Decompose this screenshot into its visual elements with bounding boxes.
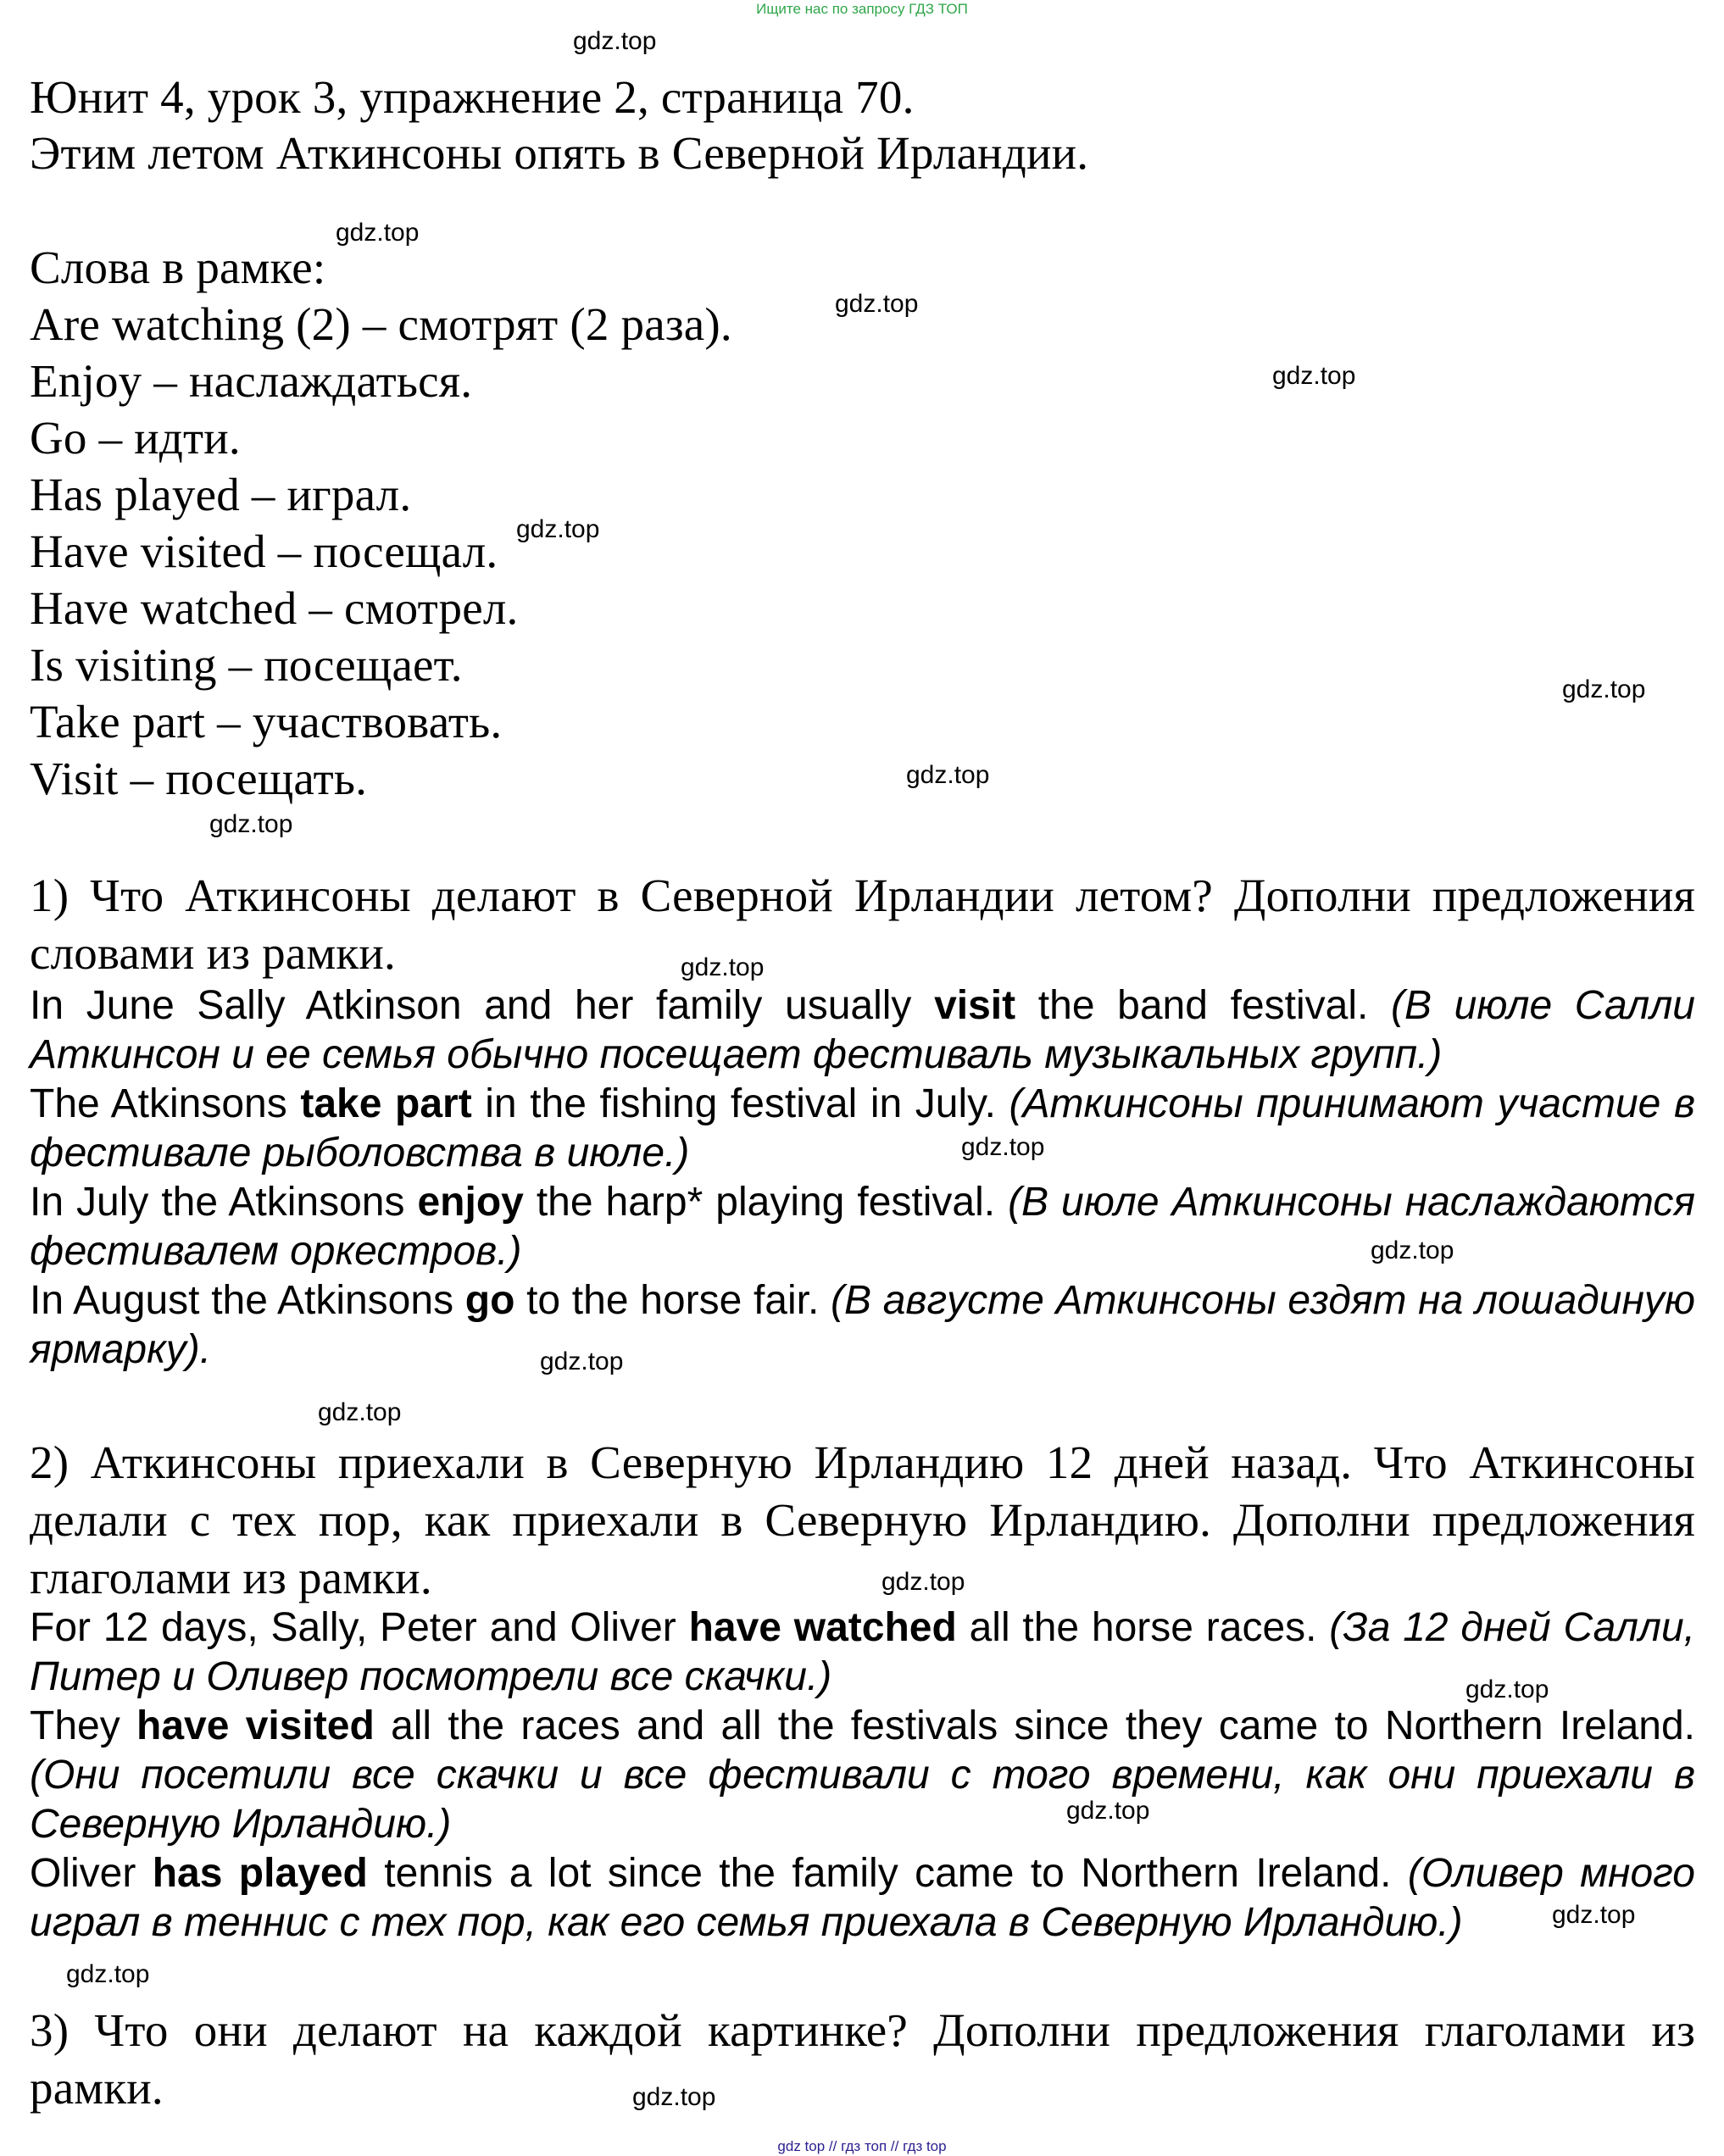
task1-sentence (30, 1276, 1695, 1375)
watermark: gdz.top (66, 1960, 150, 1988)
sentence-text: Oliver (30, 1851, 153, 1896)
watermark: gdz.top (1066, 1797, 1150, 1825)
sentence-text: the harp* playing festival. (523, 1180, 1009, 1225)
watermark: gdz.top (573, 27, 657, 55)
watermark: gdz.top (961, 1133, 1045, 1161)
translation: (В августе Аткинсоны ездят на лошадиную ярмарку). (30, 1278, 1696, 1372)
task1-sentence (30, 981, 1695, 1080)
sentence-text: all the races and all the festivals since they came to Northern Ireland. (374, 1703, 1695, 1748)
translation: (В июле Салли Аткинсон и ее семья обычно посещает фестиваль музыкальных групп.) (30, 983, 1695, 1077)
watermark: gdz.top (1371, 1236, 1454, 1264)
sentence-text: all the horse races. (956, 1605, 1330, 1650)
word-box-heading: Слова в рамке: (30, 242, 326, 293)
watermark: gdz.top (1562, 675, 1646, 703)
translation: (Оливер много играл в теннис с тех пор, как его семья приехала в Северную Ирландию.) (30, 1851, 1695, 1945)
word-box-item: Have visited – посещал. (30, 525, 498, 577)
translation: (Они посетили все скачки и все фестивали с того времени, как они приехали в Северную Ирландию.) (30, 1753, 1695, 1847)
answer-word: visit (934, 983, 1016, 1028)
sentence-text: In July the Atkinsons (30, 1180, 418, 1225)
word-box-item: Are watching (2) – смотрят (2 раза). (30, 298, 732, 350)
answer-word: have visited (136, 1703, 375, 1748)
sentence-text: They (30, 1703, 137, 1748)
watermark: gdz.top (336, 219, 420, 247)
watermark: gdz.top (1272, 362, 1356, 390)
watermark: gdz.top (906, 761, 990, 789)
sentence-text: in the fishing festival in July. (471, 1081, 1009, 1126)
answer-word: go (464, 1278, 515, 1323)
sentence-text: to the horse fair. (514, 1278, 831, 1323)
word-box-item: Is visiting – посещает. (30, 639, 463, 691)
word-box-item: Visit – посещать. (30, 753, 368, 804)
watermark: gdz.top (632, 2083, 716, 2111)
top-banner[interactable]: Ищите нас по запросу ГДЗ ТОП (756, 1, 968, 17)
answer-word: enjoy (417, 1180, 524, 1225)
sentence-text: In August the Atkinsons (30, 1278, 465, 1323)
page-title: Юнит 4, урок 3, упражнение 2, страница 70. (30, 71, 915, 123)
page-subtitle: Этим летом Аткинсоны опять в Северной Ирландии. (30, 127, 1089, 179)
answer-word: have watched (688, 1605, 957, 1650)
translation: (За 12 дней Салли, Питер и Оливер посмотрели все скачки.) (30, 1605, 1696, 1699)
watermark: gdz.top (540, 1348, 624, 1375)
translation: (Аткинсоны принимают участие в фестивале рыболовства в июле.) (30, 1081, 1696, 1175)
watermark: gdz.top (681, 953, 765, 981)
task3-question: 3) Что они делают на каждой картинке? Дополни предложения глаголами из рамки. (30, 2004, 1695, 2114)
sentence-text: the band festival. (1015, 983, 1391, 1028)
watermark: gdz.top (516, 515, 600, 543)
watermark: gdz.top (209, 810, 293, 838)
task1-sentence (30, 1178, 1695, 1276)
answer-word: take part (300, 1081, 472, 1126)
task2-question: 2) Аткинсоны приехали в Северную Ирландию 12 дней назад. Что Аткинсоны делали с тех пор, как приехали в Северную Ирландию. Дополни предложения глаголами из рамки. (30, 1436, 1695, 1603)
watermark: gdz.top (1465, 1675, 1549, 1703)
translation: (В июле Аткинсоны наслаждаются фестивалем оркестров.) (30, 1180, 1695, 1274)
answer-word: has played (152, 1851, 368, 1896)
task1-sentence (30, 1080, 1695, 1178)
word-box-item: Take part – участвовать. (30, 696, 503, 747)
watermark: gdz.top (881, 1568, 965, 1596)
sentence-text: For 12 days, Sally, Peter and Oliver (30, 1605, 689, 1650)
task2-sentence (30, 1849, 1695, 1948)
word-box-item: Has played – играл. (30, 469, 412, 520)
word-box-item: Have watched – смотрел. (30, 582, 519, 634)
sentence-text: tennis a lot since the family came to Northern Ireland. (367, 1851, 1408, 1896)
sentence-text: In June Sally Atkinson and her family usually (30, 983, 935, 1028)
task2-sentence (30, 1702, 1695, 1849)
watermark: gdz.top (1552, 1901, 1636, 1929)
watermark: gdz.top (835, 290, 919, 318)
task1-question: 1) Что Аткинсоны делают в Северной Ирландии летом? Дополни предложения словами из рамки. (30, 870, 1695, 979)
task2-sentence (30, 1603, 1695, 1702)
watermark: gdz.top (318, 1398, 402, 1426)
sentence-text: The Atkinsons (30, 1081, 301, 1126)
word-box-item: Go – идти. (30, 412, 241, 464)
word-box-item: Enjoy – наслаждаться. (30, 355, 473, 407)
bottom-banner[interactable]: gdz top // гдз топ // гдз top (777, 2138, 947, 2154)
